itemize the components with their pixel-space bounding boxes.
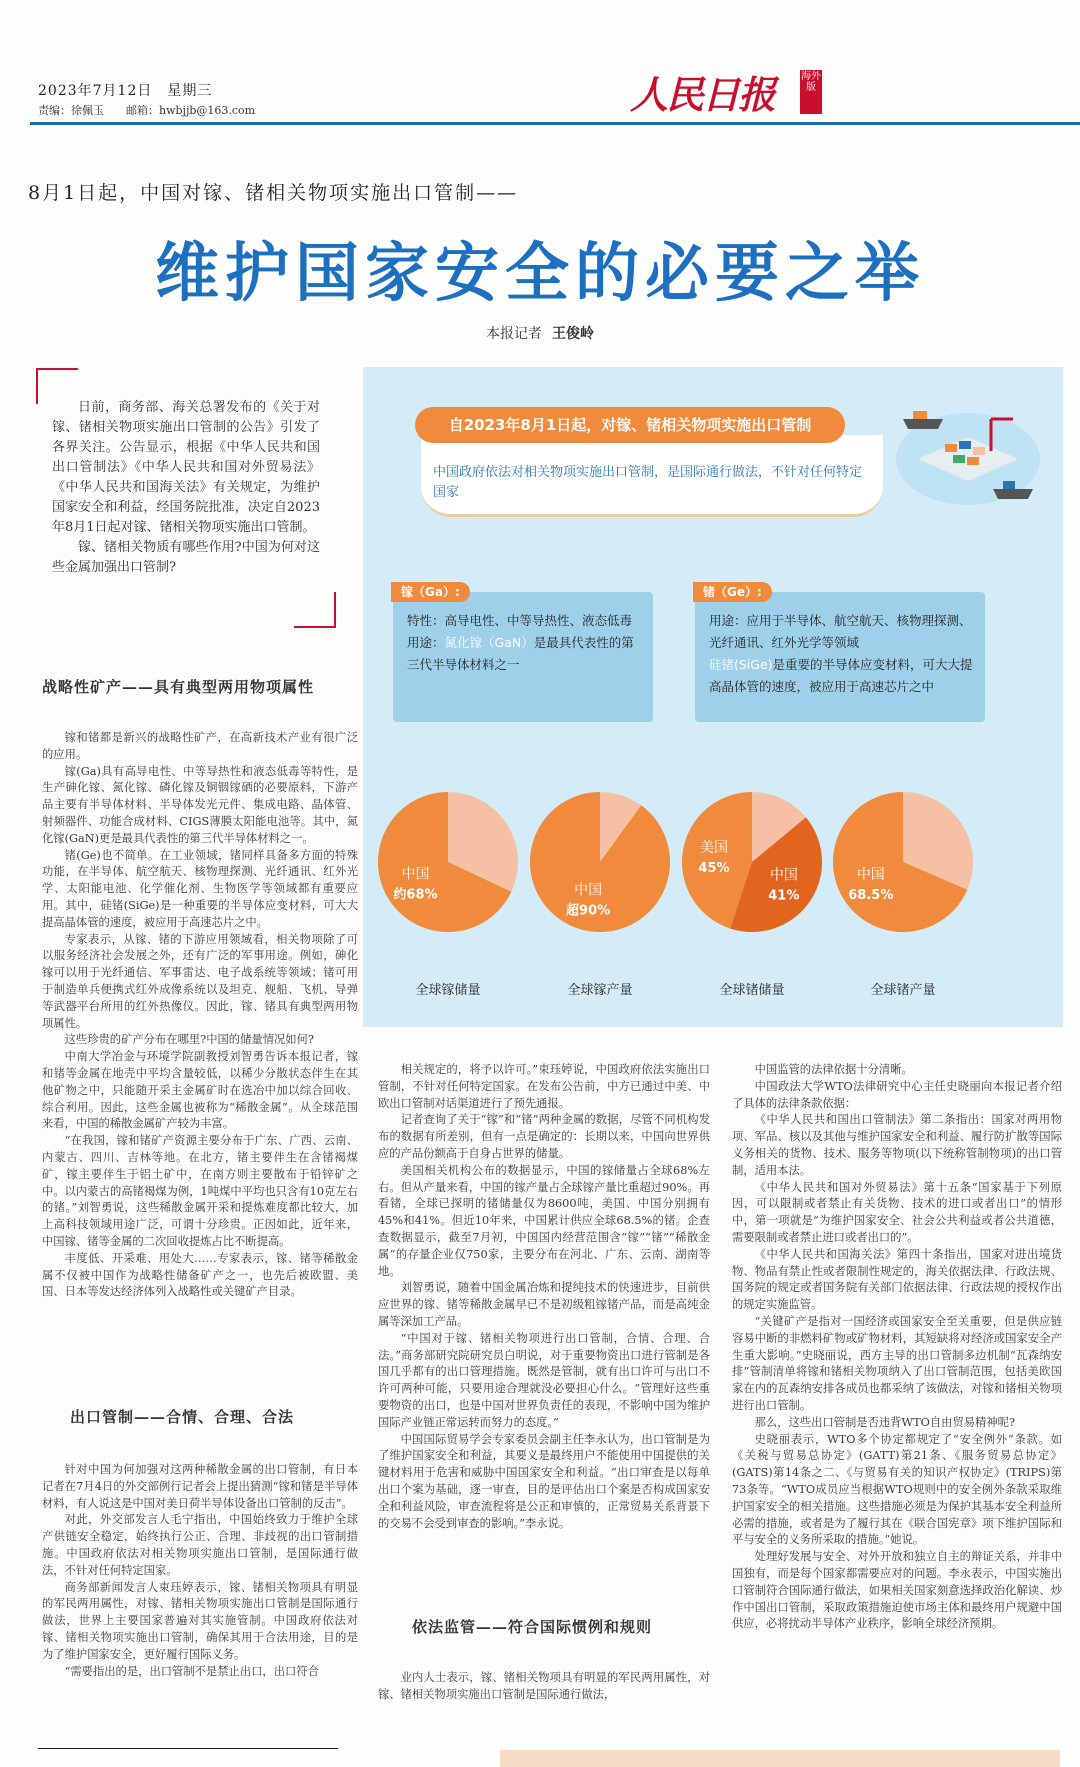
byline [0, 323, 1080, 343]
gallium-use-prefix: 用途： [407, 635, 445, 650]
paragraph: 《中华人民共和国海关法》第四十条指出，国家对进出境货物、物品有禁止性或者限制性规定的，海关依据法律、行政法规、国务院的规定或者国务院有关部门依据法律、行政法规的授权作出的规定实施监管。 [732, 1247, 1062, 1312]
slice-value: 68.5% [848, 888, 894, 904]
germanium-card [695, 585, 985, 722]
germanium-sige [709, 654, 975, 698]
edition-tag: 海外版 [800, 70, 822, 114]
paragraph: 针对中国为何加强对这两种稀散金属的出口管制，有日本记者在7月4日的外交部例行记者会上提出猜测“镓和锗是半导体材料，有人说这是中国对美日荷半导体设备出口管制的反击”。 [42, 1463, 358, 1510]
paragraph: 中国监管的法律依据十分清晰。 [754, 1063, 913, 1076]
paragraph: 这些珍贵的矿产分布在哪里?中国的储量情况如何? [64, 1033, 314, 1047]
slice-value: 41% [768, 888, 800, 904]
pie-caption: 全球锗产量 [870, 983, 936, 998]
paragraph: 镓(Ga)具有高导电性、中等导热性和液态低毒等特性，是生产砷化镓、氮化镓、磷化镓及铜铟镓硒的必要原料，下游产品主要有半导体材料、半导体发光元件、集成电路、晶体管、射频器件、功能合成材料、CIGS薄膜太阳能电池等。其中，氮化镓(GaN)更是最具代表性的第三代半导体材料之一。 [42, 764, 358, 845]
paragraph: 中南大学冶金与环境学院副教授刘智勇告诉本报记者，镓和锗等金属在地壳中平均含量较低，以稀少分散状态伴生在其他矿物之中，只能随开采主金属矿时在选冶中加以综合回收、综合利用。因此，这些金属也被称为“稀散金属”。从全球范围来看，中国的稀散金属矿产较为丰富。 [42, 1050, 358, 1131]
gallium-card [393, 585, 653, 722]
gallium-use [407, 632, 643, 676]
article-column-1a [42, 730, 358, 1380]
corner-decoration [294, 592, 336, 628]
slice-label: 中国 [401, 866, 430, 883]
germanium-use: 用途：应用于半导体、航空航天、核物理探测、光纤通讯、红外光学等领域 [709, 613, 972, 650]
article-column-2a [378, 1062, 710, 1582]
slice-label: 中国 [856, 867, 885, 884]
paragraph: 《中华人民共和国对外贸易法》第十五条“国家基于下列原因，可以限制或者禁止有关货物、技术的进口或者出口”的情形中，第一项就是“为维护国家安全、社会公共利益或者公共道德，需要限制或者禁止进口或者出口的”。 [732, 1180, 1062, 1244]
newspaper-logo: 人民日报 [630, 72, 775, 117]
editor-info: 责编：徐佩玉 邮箱：hwbjjb@163.com [38, 104, 256, 117]
pie-caption: 全球锗储量 [719, 983, 785, 998]
article-column-3 [732, 1062, 1062, 1712]
gallium-text [407, 610, 643, 676]
byline-prefix: 本报记者 [486, 326, 542, 342]
paragraph: 相关规定的，将予以许可。”束珏婷说，中国政府依法实施出口管制，不针对任何特定国家。在发布公告前，中方已通过中美、中欧出口管制对话渠道进行了预先通报。 [378, 1063, 710, 1110]
paragraph: “在我国，镓和锗矿产资源主要分布于广东、广西、云南、内蒙古、四川、吉林等地。在北方，锗主要伴生在含锗褐煤矿，镓主要伴生于铝土矿中，在南方则主要散布于铅锌矿之中。以内蒙古的高锗褐煤为例，1吨煤中平均也只含有10克左右的锗。”刘智勇说，这些稀散金属开采和提炼难度都比较大，加上高科技领域用途广泛，可谓十分珍贵。正因如此，近年来，中国镓、锗等金属的二次回收提炼占比不断提高。 [42, 1134, 358, 1248]
paragraph: 记者查询了关于“镓”和“锗”两种金属的数据，尽管不同机构发布的数据有所差别，但有一点是确定的：长期以来，中国向世界供应的产品份额高于自身占世界的储量。 [378, 1113, 710, 1160]
paragraph: 专家表示，从镓、锗的下游应用领域看，相关物项除了可以服务经济社会发展之外，还有广泛的军事用途。例如，砷化镓可以用于光纤通信、军事雷达、电子战系统等领域；锗可用于制造单兵便携式红外成像系统以及坦克、舰船、飞机、导弹等武器平台所用的红外热像仪。因此，镓、锗具有典型两用物项属性。 [42, 932, 358, 1030]
paragraph: “中国对于镓、锗相关物项进行出口管制，合情、合理、合法。”商务部研究院研究员白明说，对于重要物资出口进行管制是各国几乎都有的出口管理措施。既然是管制，就有出口许可与出口不许可两种可能，只要用途合理就没必要担心什么。“管理好这些重要物资的出口，也是中国对世界负责任的表现，不影响中国为维护国际产业链正常运转而努力的态度。” [378, 1331, 710, 1429]
section-heading: 出口管制——合情、合理、合法 [70, 1408, 295, 1426]
gallium-use-highlight: 氮化镓（GaN） [444, 635, 534, 650]
section-heading: 依法监管——符合国际惯例和规则 [412, 1618, 653, 1636]
paragraph: 史晓丽表示，WTO多个协定都规定了“安全例外”条款。如《关税与贸易总协定》(GATT)第21条、《服务贸易总协定》(GATS)第14条之二、《与贸易有关的知识产权协定》(TRIPS)第73条等。“WTO成员应当根据WTO规则中的安全例外条款采取维护国家安全的相关措施。这些措施必须是为保护其基本安全利益所必需的措施，或者是为了履行其在《联合国宪章》项下维护国际和平与安全的义务所采取的措施。”她说。 [732, 1432, 1062, 1547]
paragraph: 那么，这些出口管制是否违背WTO自由贸易精神呢? [754, 1415, 1015, 1429]
article-column-1b [42, 1462, 358, 1702]
paragraph: “需要指出的是，出口管制不是禁止出口，出口符合 [64, 1664, 319, 1678]
masthead-rule [30, 122, 1080, 125]
paragraph: 中国政法大学WTO法律研究中心主任史晓丽向本报记者介绍了具体的法律条款依据： [732, 1079, 1062, 1110]
paragraph: “关键矿产是指对一国经济或国家安全至关重要，但是供应链容易中断的非燃料矿物或矿物材料，其短缺将对经济或国家安全产生重大影响。”史晓丽说，西方主导的出口管制多边机制“瓦森纳安排”管制清单将镓和锗相关物项纳入了出口管制范围，包括美欧国家在内的瓦森纳安排各成员也都采纳了该做法，对镓和锗相关物项进行出口管制。 [732, 1314, 1062, 1412]
slice-label: 中国 [574, 882, 603, 899]
masthead [30, 60, 1080, 126]
paragraph: 刘智勇说，随着中国金属冶炼和提纯技术的快速进步，目前供应世界的镓、锗等稀散金属早已不是初级粗镓锗产品，而是高纯金属等深加工产品。 [378, 1281, 710, 1328]
lead-box [36, 368, 336, 628]
germanium-tab: 锗（Ge）: [693, 582, 772, 602]
paragraph: 中国国际贸易学会专家委员会副主任李永认为，出口管制是为了维护国家安全和利益，其要义是最终用户不能使用中国提供的关键材料用于危害和威胁中国国家安全和利益。“出口审查是以每单出口个案为基础，逐一审查，目的是评估出口个案是否构成国家安全和利益风险，审查流程将是公正和审慎的，正常贸易关系背景下的交易不会受到审查的影响。”李永说。 [378, 1432, 710, 1530]
lead-paragraph: 日前，商务部、海关总署发布的《关于对镓、锗相关物项实施出口管制的公告》引发了各界关注。公告显示，根据《中华人民共和国出口管制法》《中华人民共和国对外贸易法》《中华人民共和国海关法》有关规定，为维护国家安全和利益，经国务院批准，决定自2023年8月1日起对镓、锗相关物项实施出口管制。 [52, 400, 320, 535]
slice-label: 美国 [699, 839, 728, 856]
next-graphic-strip [500, 1750, 1060, 1767]
slice-value: 约68% [393, 887, 438, 903]
slice-label: 中国 [769, 867, 798, 884]
section-heading: 战略性矿产——具有典型两用物项属性 [42, 678, 315, 696]
info-subtitle: 中国政府依法对相关物项实施出口管制，是国际通行做法，不针对任何特定国家 [433, 465, 863, 500]
lead-paragraph: 镓、锗相关物质有哪些作用?中国为何对这些金属加强出口管制? [52, 540, 320, 575]
paragraph: 镓和锗都是新兴的战略性矿产，在高新技术产业有很广泛的应用。 [42, 731, 358, 761]
lead-text [52, 398, 320, 578]
issue-date: 2023年7月12日 星期三 [38, 83, 213, 99]
paragraph: 商务部新闻发言人束珏婷表示，镓、锗相关物项具有明显的军民两用属性，对镓、锗相关物项实施出口管制是国际通行做法，世界上主要国家普遍对其实施管制。中国政府依法对镓、锗相关物项实施出口管制，确保其用于合法用途，目的是为了维护国家安全，更好履行国际义务。 [42, 1580, 358, 1661]
slice-value: 45% [698, 860, 730, 876]
bottom-rule [38, 1748, 338, 1749]
paragraph: 美国相关机构公布的数据显示，中国的镓储量占全球68%左右。但从产量来看，中国的镓产量占全球镓产量比重超过90%。再看锗，全球已探明的锗储量仅为8600吨，美国、中国分别拥有45%和41%。但近10年来，中国累计供应全球68.5%的锗。企查查数据显示，截至7月初，中国国内经营范围含“镓”“锗”“稀散金属”的存量企业仅750家，主要分布在河北、广东、云南、湖南等地。 [378, 1163, 710, 1278]
pie-charts [363, 780, 1063, 960]
paragraph: 业内人士表示，镓、锗相关物项具有明显的军民两用属性，对镓、锗相关物项实施出口管制是国际通行做法， [378, 1671, 710, 1701]
paragraph: 《中华人民共和国出口管制法》第二条指出：国家对两用物项、军品、核以及其他与维护国家安全和利益、履行防扩散等国际义务相关的货物、技术、服务等物项(以下统称管制物项)的出口管制，适用本法。 [732, 1113, 1062, 1177]
infographic [363, 367, 1063, 1027]
gallium-property: 特性：高导电性、中等导热性、液态低毒 [407, 613, 633, 628]
germanium-highlight: 硅锗(SiGe) [709, 657, 773, 672]
pie-caption: 全球镓储量 [415, 983, 481, 998]
article-column-2b [378, 1670, 710, 1710]
paragraph: 对此，外交部发言人毛宁指出，中国始终致力于维护全球产供链安全稳定，始终执行公正、合理、非歧视的出口管制措施。中国政府依法对相关物项实施出口管制，是国际通行做法，不针对任何特定国家。 [42, 1513, 358, 1577]
info-title: 自2023年8月1日起，对镓、锗相关物项实施出口管制 [415, 407, 845, 443]
headline: 维护国家安全的必要之举 [155, 236, 925, 311]
kicker: 8月1日起，中国对镓、锗相关物项实施出口管制—— [28, 182, 519, 204]
paragraph: 丰度低、开采难、用处大……专家表示，镓、锗等稀散金属不仅被中国作为战略性储备矿产之一，也先后被欧盟、美国、日本等发达经济体列入战略性或关键矿产目录。 [42, 1251, 358, 1299]
paragraph: 处理好发展与安全、对外开放和独立自主的辩证关系，并非中国独有，而是每个国家都需要应对的问题。李永表示，中国实施出口管制符合国际通行做法，如果相关国家刻意选择政治化解读、炒作中国出口管制，采取政策措施迫使市场主体和最终用户规避中国供应，必将扰动半导体产业秩序，影响全球经济预期。 [732, 1550, 1062, 1631]
slice-value: 超90% [566, 903, 611, 919]
gallium-use-suffix: 是最具代表性的第三代半导体材料之一 [407, 635, 634, 672]
germanium-rest: 是重要的半导体应变材料，可大大提高晶体管的速度，被应用于高速芯片之中 [709, 657, 973, 694]
germanium-text [709, 610, 975, 698]
pie-caption: 全球镓产量 [567, 983, 633, 998]
port-illustration-icon [893, 389, 1043, 509]
byline-name: 王俊岭 [552, 326, 594, 342]
gallium-tab: 镓（Ga）: [391, 582, 470, 602]
paragraph: 锗(Ge)也不简单。在工业领域，锗同样具备多方面的特殊功能，在半导体、航空航天、核物理探测、光纤通讯、红外光学、太阳能电池、化学催化剂、生物医学等领域都有重要应用。其中，硅锗(SiGe)是一种重要的半导体应变材料，可大大提高晶体管的速度，被应用于高速芯片之中。 [42, 848, 358, 929]
